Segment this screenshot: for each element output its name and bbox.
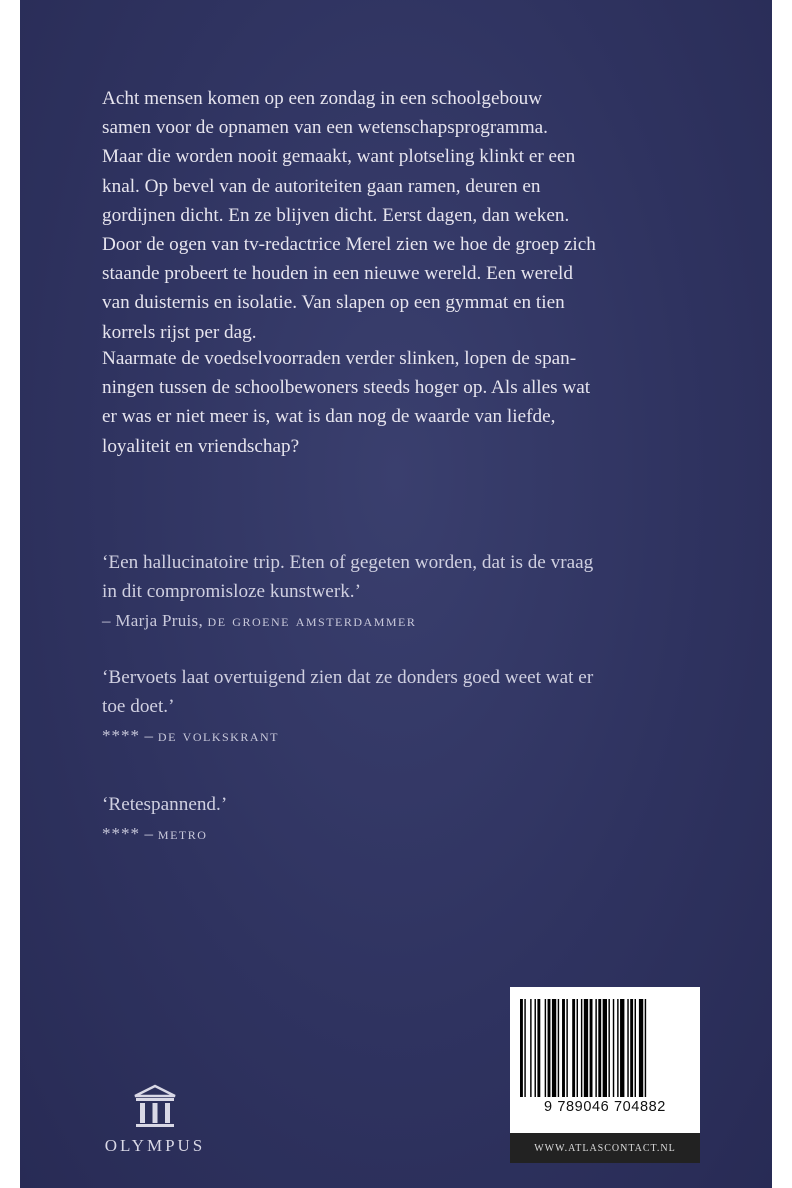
barcode-bar <box>545 999 546 1097</box>
barcode-bar <box>558 999 559 1097</box>
barcode-bar <box>613 999 614 1097</box>
blurb-line: Naarmate de voedselvoorraden verder slinken, lopen de span- <box>102 348 577 369</box>
barcode-bar <box>548 999 551 1097</box>
blurb-line: gordijnen dicht. En ze blijven dicht. Eerst dagen, dan weken. <box>102 204 570 226</box>
blurb-line: Maar die worden nooit gemaakt, want plotseling klinkt er een <box>102 146 576 168</box>
review-quote-line: ‘Bervoets laat overtuigend zien dat ze donders goed weet wat er <box>102 667 594 688</box>
barcode-bars <box>520 999 690 1097</box>
blurb-paragraph-2 <box>102 344 702 461</box>
blurb-line: er was er niet meer is, wat is dan nog de waarde van liefde, <box>102 406 556 428</box>
publisher-name: OLYMPUS <box>104 1136 206 1155</box>
barcode-bar <box>603 999 607 1097</box>
review-dash: – <box>140 824 158 843</box>
review-quote-line: in dit compromisloze kunstwerk.’ <box>102 581 361 602</box>
barcode-bar <box>566 999 567 1097</box>
barcode-bar <box>577 999 578 1097</box>
barcode-bar <box>535 999 536 1097</box>
blurb-line: knal. Op bevel van de autoriteiten gaan ramen, deuren en <box>102 175 541 197</box>
publisher-logo <box>100 1084 210 1156</box>
publisher-website: WWW.ATLASCONTACT.NL <box>510 1133 700 1163</box>
barcode-bar <box>639 999 643 1097</box>
barcode-bar <box>537 999 540 1097</box>
review-publication: metro <box>157 824 208 843</box>
isbn-number: 9 789046 704882 <box>544 1099 666 1115</box>
review-source <box>102 721 722 750</box>
barcode-bar <box>590 999 593 1097</box>
review-source <box>102 606 722 635</box>
barcode-bar <box>598 999 601 1097</box>
blurb-line: van duisternis en isolatie. Van slapen op een gymmat en tien <box>102 292 565 314</box>
temple-icon <box>133 1084 177 1130</box>
barcode-bar <box>620 999 624 1097</box>
review-author: – Marja Pruis, <box>102 611 208 630</box>
blurb-line: ningen tussen de schoolbewoners steeds hoger op. Als alles wat <box>102 377 591 399</box>
blurb-line: staande probeert te houden in een nieuwe wereld. Een wereld <box>102 263 573 285</box>
barcode-bar <box>595 999 596 1097</box>
barcode-bar <box>552 999 556 1097</box>
review-quote-3 <box>102 790 722 848</box>
review-quote-line: toe doet.’ <box>102 696 175 717</box>
review-quote-2 <box>102 663 722 750</box>
review-quote-line: ‘Een hallucinatoire trip. Eten of gegeten worden, dat is de vraag <box>102 552 594 573</box>
barcode-bar <box>524 999 525 1097</box>
barcode-bar <box>581 999 582 1097</box>
blurb-line: samen voor de opnamen van een wetenschapsprogramma. <box>102 117 548 139</box>
barcode-bar <box>635 999 636 1097</box>
blurb-line: loyaliteit en vriendschap? <box>102 435 300 457</box>
review-publication: de volkskrant <box>157 726 279 745</box>
barcode-bar <box>617 999 618 1097</box>
blurb-line: Acht mensen komen op een zondag in een schoolgebouw <box>102 88 543 109</box>
review-source <box>102 819 722 848</box>
blurb-paragraph-1 <box>102 84 702 347</box>
barcode-bar <box>608 999 609 1097</box>
blurb-line: Door de ogen van tv-redactrice Merel zien we hoe de groep zich <box>102 234 596 256</box>
barcode-bar <box>645 999 646 1097</box>
review-dash: – <box>140 726 158 745</box>
barcode-bar <box>530 999 531 1097</box>
barcode-bar <box>572 999 575 1097</box>
barcode-bar <box>630 999 633 1097</box>
blurb-line: korrels rijst per dag. <box>102 321 257 343</box>
review-publication: de groene amsterdammer <box>207 611 417 630</box>
barcode-bar <box>520 999 523 1097</box>
barcode-bar <box>627 999 628 1097</box>
barcode <box>510 987 700 1133</box>
book-back-cover <box>20 0 772 1188</box>
review-stars: **** <box>102 726 140 745</box>
review-quote-1 <box>102 548 722 635</box>
barcode-bar <box>584 999 588 1097</box>
review-quote-line: ‘Retespannend.’ <box>102 794 228 815</box>
review-stars: **** <box>102 824 140 843</box>
barcode-bar <box>562 999 565 1097</box>
